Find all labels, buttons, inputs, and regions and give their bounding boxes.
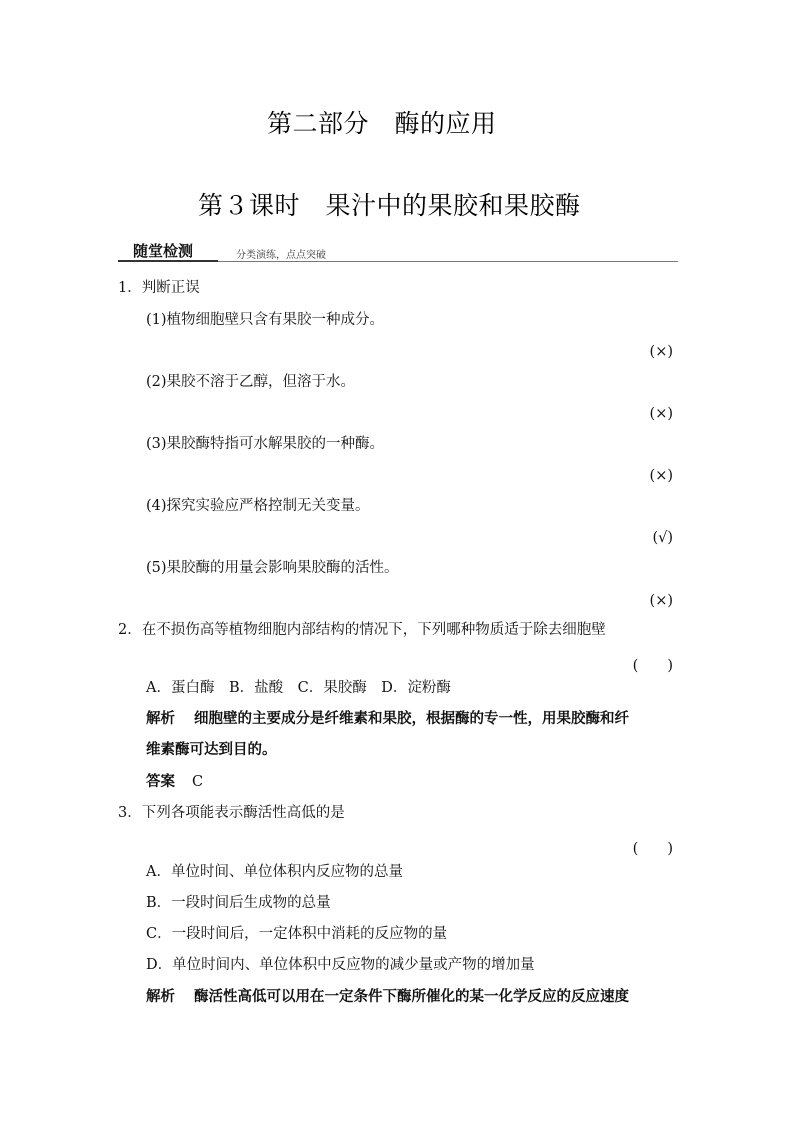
section-subtitle: 分类演练，点点突破 — [236, 250, 326, 261]
q3-option-c: C．一段时间后，一定体积中消耗的反应物的量 — [146, 926, 448, 942]
q1-mark-4: (√) — [652, 530, 673, 546]
q1-item-5: (5)果胶酶的用量会影响果胶酶的活性。 — [146, 560, 399, 576]
q2-analysis-line-2: 维素酶可达到目的。 — [146, 741, 277, 758]
q3-option-d: D．单位时间内、单位体积中反应物的减少量或产物的增加量 — [146, 957, 535, 973]
q2-analysis-label: 解析 — [146, 710, 175, 727]
lesson-title: 第３课时 果汁中的果胶和果胶酶 — [198, 191, 581, 220]
page-title: 第二部分 酶的应用 — [267, 109, 497, 138]
q2-stem: 2．在不损伤高等植物细胞内部结构的情况下，下列哪种物质适于除去细胞壁 — [118, 622, 606, 638]
q3-analysis-line-1: 酶活性高低可以用在一定条件下酶所催化的某一化学反应的反应速度 — [194, 988, 629, 1005]
q1-item-1: (1)植物细胞壁只含有果胶一种成分。 — [146, 312, 385, 328]
q1-item-4: (4)探究实验应严格控制无关变量。 — [146, 498, 370, 514]
q3-option-a: A．单位时间、单位体积内反应物的总量 — [146, 864, 403, 880]
q2-analysis-line-1: 细胞壁的主要成分是纤维素和果胶，根据酶的专一性，用果胶酶和纤 — [194, 710, 629, 727]
q1-item-2: (2)果胶不溶于乙醇，但溶于水。 — [146, 374, 356, 390]
q1-stem: 1．判断正误 — [118, 280, 200, 296]
q3-analysis-label: 解析 — [146, 988, 175, 1005]
q3-stem: 3．下列各项能表示酶活性高低的是 — [118, 805, 345, 821]
q1-mark-5: (×) — [649, 593, 673, 609]
q3-bracket: ( ) — [632, 841, 673, 857]
q1-item-3: (3)果胶酶特指可水解果胶的一种酶。 — [146, 436, 385, 452]
q1-mark-3: (×) — [649, 468, 673, 484]
q1-mark-1: (×) — [649, 344, 673, 360]
q2-options: A．蛋白酶 B．盐酸 C．果胶酶 D．淀粉酶 — [146, 680, 451, 696]
section-underline-thick — [118, 260, 218, 262]
section-underline-thin — [218, 261, 678, 262]
section-label: 随堂检测 — [133, 242, 194, 260]
q2-bracket: ( ) — [632, 658, 673, 674]
q2-answer: C — [192, 774, 204, 790]
q1-mark-2: (×) — [649, 406, 673, 422]
q2-answer-label: 答案 — [146, 773, 175, 790]
q3-option-b: B．一段时间后生成物的总量 — [146, 895, 331, 911]
